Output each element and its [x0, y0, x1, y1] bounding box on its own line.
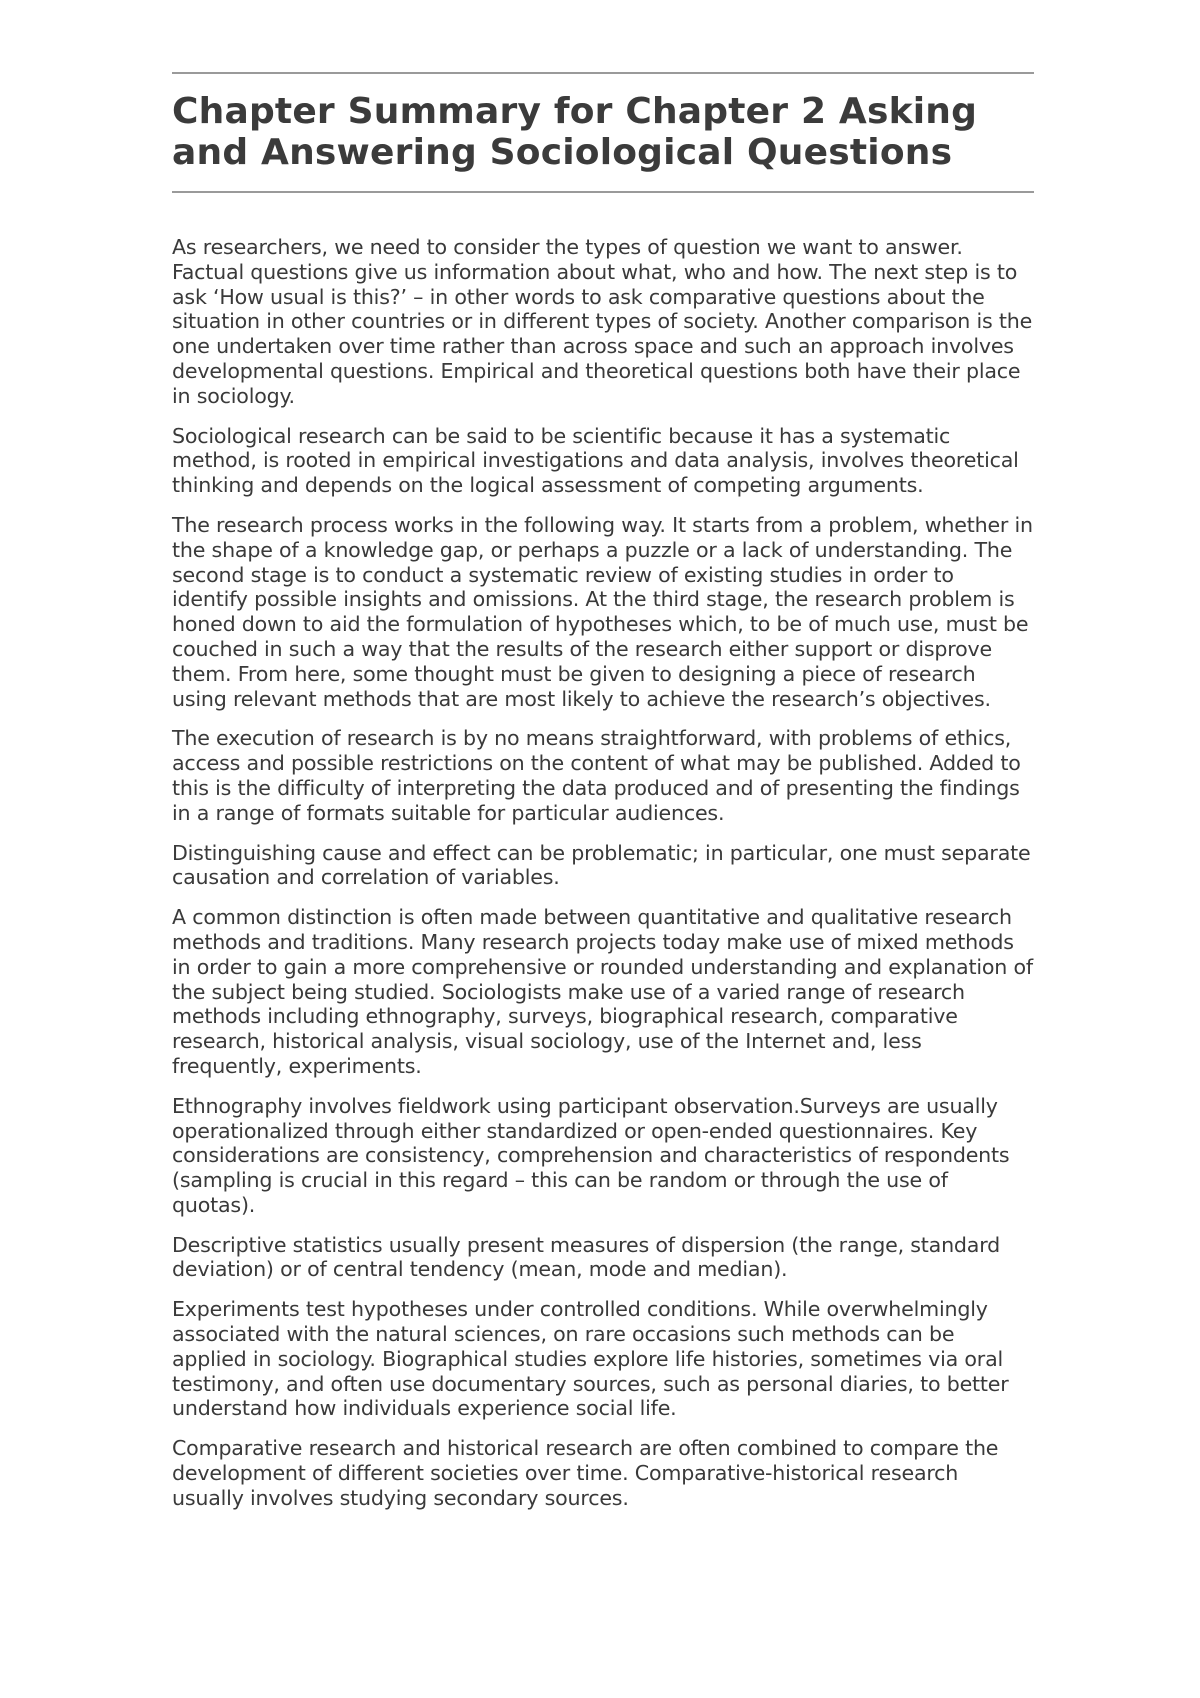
title-top-rule — [172, 72, 1034, 74]
paragraph: As researchers, we need to consider the types of question we want to answer. Factual questions give us information about what, who and how. The next step is to ask ‘How usual is this?’ – in other words to ask comparative questions about the situation in other countries or in different types of society. Another comparison is the one undertaken over time rather than across space and such an approach involves developmental questions. Empirical and theoretical questions both have their place in sociology. — [172, 235, 1033, 408]
paragraph: Experiments test hypotheses under controlled conditions. While overwhelmingly associated with the natural sciences, on rare occasions such methods can be applied in sociology. Biographical studies explore life histories, sometimes via oral testimony, and often use documentary sources, such as personal diaries, to better understand how individuals experience social life. — [172, 1297, 1009, 1421]
paragraph: A common distinction is often made between quantitative and qualitative research methods and traditions. Many research projects today make use of mixed methods in order to gain a more comprehensive or rounded understanding and explanation of the subject being studied. Sociologists make use of a varied range of research methods including ethnography, surveys, biographical research, comparative research, historical analysis, visual sociology, use of the Internet and, less frequently, experiments. — [172, 905, 1033, 1078]
paragraph: Distinguishing cause and effect can be problematic; in particular, one must separate causation and correlation of variables. — [172, 840, 1031, 890]
paragraph: The execution of research is by no means straightforward, with problems of ethics, access and possible restrictions on the content of what may be published. Added to this is the difficulty of interpreting the data produced and of presenting the findings in a range of formats suitable for particular audiences. — [172, 726, 1021, 825]
paragraph: Ethnography involves fieldwork using participant observation.Surveys are usually operationalized through either standardized or open-ended questionnaires. Key considerations are consistency, comprehension and characteristics of respondents (sampling is crucial in this regard – this can be random or through the use of quotas). — [172, 1093, 1010, 1217]
document-page — [172, 72, 1034, 1526]
title-bottom-rule — [172, 191, 1034, 193]
paragraph: Sociological research can be said to be scientific because it has a systematic method, is rooted in empirical investigations and data analysis, involves theoretical thinking and depends on the logical assessment of competing arguments. — [172, 423, 1019, 498]
page-title: Chapter Summary for Chapter 2 Asking and Answering Sociological Questions — [172, 91, 978, 173]
paragraph: The research process works in the following way. It starts from a problem, whether in the shape of a knowledge gap, or perhaps a puzzle or a lack of understanding. The second stage is to conduct a systematic review of existing studies in order to identify possible insights and omissions. At the third stage, the research problem is honed down to aid the formulation of hypotheses which, to be of much use, must be couched in such a way that the results of the research either support or disprove them. From here, some thought must be given to designing a piece of research using relevant methods that are most likely to achieve the research’s objectives. — [172, 512, 1033, 711]
paragraph: Descriptive statistics usually present measures of dispersion (the range, standard deviation) or of central tendency (mean, mode and median). — [172, 1232, 1001, 1282]
document-body — [172, 235, 1034, 1511]
paragraph: Comparative research and historical research are often combined to compare the development of different societies over time. Comparative-historical research usually involves studying secondary sources. — [172, 1436, 999, 1510]
